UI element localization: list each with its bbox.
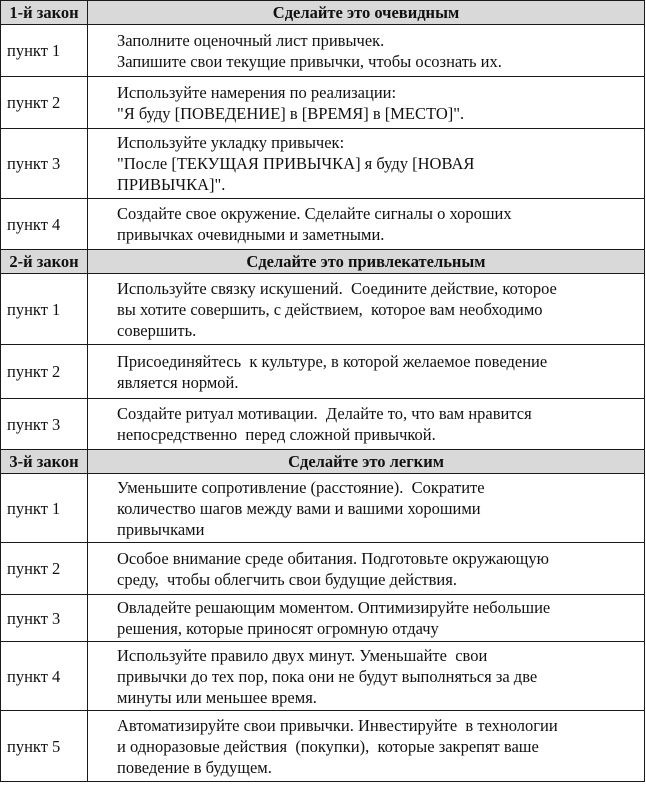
- table-row: [1, 474, 645, 543]
- table-row: [1, 711, 645, 782]
- description-line: Уменьшите сопротивление (расстояние). Сократите: [117, 477, 485, 497]
- description-line: привычках очевидными и заметными.: [117, 225, 385, 244]
- item-description: [88, 199, 645, 250]
- law-number: 3-й закон: [1, 450, 88, 474]
- description-line: поведение в будущем.: [117, 757, 272, 777]
- item-label: пункт 3: [1, 399, 88, 450]
- description-line: решения, которые приносят огромную отдачу: [117, 619, 439, 638]
- description-line: количество шагов между вами и вашими хорошими: [117, 498, 481, 518]
- table-row: [1, 642, 645, 711]
- item-label: пункт 1: [1, 25, 88, 77]
- item-description: [88, 543, 645, 595]
- table-row: [1, 25, 645, 77]
- item-description: [88, 274, 645, 345]
- description-line: привычками: [117, 519, 205, 539]
- description-line: вы хотите совершить, с действием, которое вам необходимо: [117, 299, 543, 319]
- description-line: Используйте намерения по реализации:: [117, 82, 397, 102]
- item-description: [88, 595, 645, 642]
- item-label: пункт 3: [1, 595, 88, 642]
- item-label: пункт 4: [1, 642, 88, 711]
- description-line: ПРИВЫЧКА]".: [117, 175, 226, 194]
- item-label: пункт 2: [1, 77, 88, 129]
- item-label: пункт 5: [1, 711, 88, 782]
- item-description: [88, 345, 645, 399]
- table-row: [1, 595, 645, 642]
- item-description: [88, 129, 645, 199]
- law-title: Сделайте это привлекательным: [88, 250, 645, 274]
- description-line: "После [ТЕКУЩАЯ ПРИВЫЧКА] я буду [НОВАЯ: [117, 154, 475, 173]
- table-row: [1, 274, 645, 345]
- table-body: [1, 1, 645, 782]
- description-line: Присоединяйтесь к культуре, в которой желаемое поведение: [117, 351, 548, 371]
- description-line: является нормой.: [117, 372, 239, 392]
- description-line: привычки до тех пор, пока они не будут выполняться за две: [117, 666, 538, 686]
- item-description: [88, 711, 645, 782]
- item-label: пункт 2: [1, 345, 88, 399]
- law-number: 2-й закон: [1, 250, 88, 274]
- description-line: Особое внимание среде обитания. Подготовьте окружающую: [117, 548, 549, 568]
- item-description: [88, 25, 645, 77]
- description-line: Автоматизируйте свои привычки. Инвестируйте в технологии: [117, 715, 558, 735]
- description-line: Используйте правило двух минут. Уменьшайте свои: [117, 645, 488, 665]
- table-row: [1, 345, 645, 399]
- description-line: Используйте укладку привычек:: [117, 133, 345, 152]
- description-line: среду, чтобы облегчить свои будущие действия.: [117, 569, 457, 589]
- law-title: Сделайте это легким: [88, 450, 645, 474]
- description-line: Используйте связку искушений. Соедините действие, которое: [117, 278, 557, 298]
- table-row: [1, 199, 645, 250]
- description-line: непосредственно перед сложной привычкой.: [117, 425, 436, 444]
- item-description: [88, 77, 645, 129]
- description-line: совершить.: [117, 320, 197, 340]
- table-row: [1, 129, 645, 199]
- description-line: Создайте свое окружение. Сделайте сигналы о хороших: [117, 204, 512, 223]
- law-number: 1-й закон: [1, 1, 88, 25]
- table-row: [1, 77, 645, 129]
- law-title: Сделайте это очевидным: [88, 1, 645, 25]
- item-description: [88, 399, 645, 450]
- description-line: Заполните оценочный лист привычек.: [117, 30, 385, 50]
- law-header-row: [1, 250, 645, 274]
- description-line: Овладейте решающим моментом. Оптимизируйте небольшие: [117, 598, 551, 617]
- description-line: Создайте ритуал мотивации. Делайте то, что вам нравится: [117, 404, 532, 423]
- description-line: минуты или меньшее время.: [117, 687, 317, 707]
- item-label: пункт 2: [1, 543, 88, 595]
- item-description: [88, 642, 645, 711]
- table-row: [1, 399, 645, 450]
- item-label: пункт 1: [1, 274, 88, 345]
- item-label: пункт 3: [1, 129, 88, 199]
- law-header-row: [1, 450, 645, 474]
- description-line: и одноразовые действия (покупки), которые закрепят ваше: [117, 736, 539, 756]
- table-row: [1, 543, 645, 595]
- law-header-row: [1, 1, 645, 25]
- description-line: "Я буду [ПОВЕДЕНИЕ] в [ВРЕМЯ] в [МЕСТО]".: [117, 103, 465, 123]
- item-label: пункт 4: [1, 199, 88, 250]
- item-description: [88, 474, 645, 543]
- description-line: Запишите свои текущие привычки, чтобы осознать их.: [117, 51, 502, 71]
- item-label: пункт 1: [1, 474, 88, 543]
